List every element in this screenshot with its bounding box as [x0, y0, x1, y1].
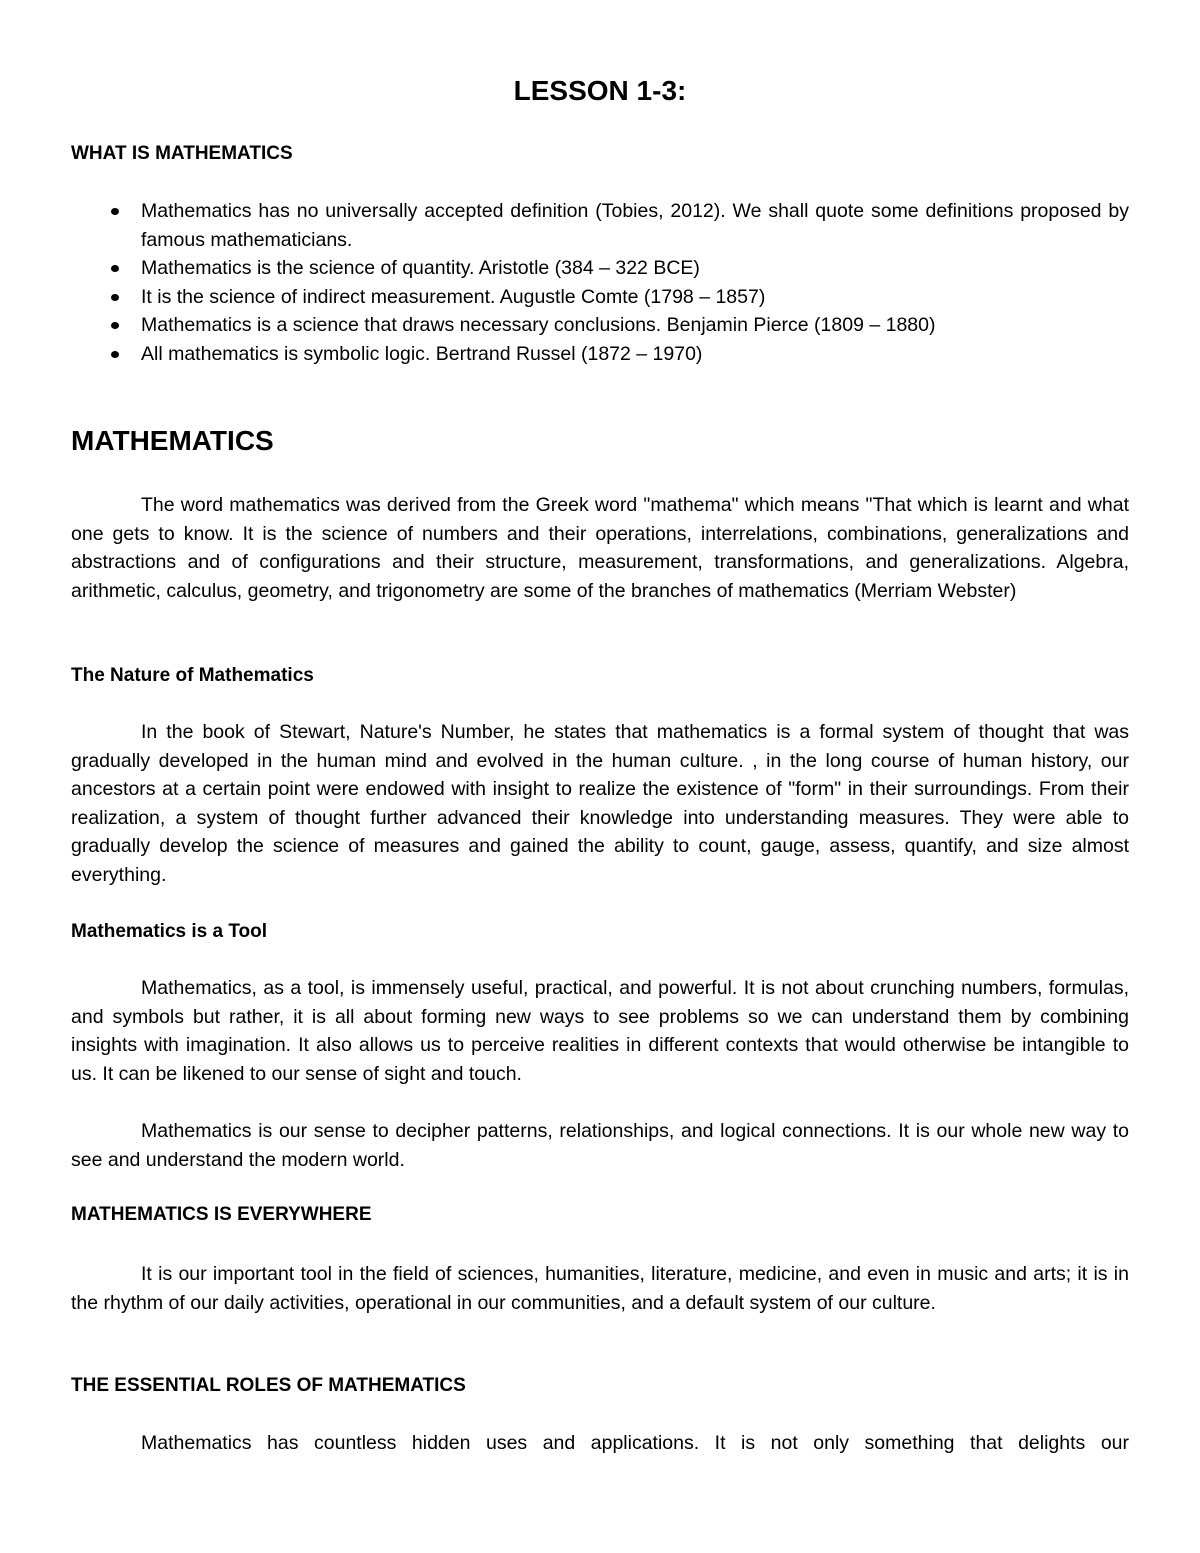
section-heading-essential-roles: THE ESSENTIAL ROLES OF MATHEMATICS — [71, 1375, 466, 1396]
list-item — [71, 340, 1129, 369]
paragraph-everywhere: It is our important tool in the field of sciences, humanities, literature, medicine, and even in music and arts; it is in the rhythm of our daily activities, operational in our communities, and a default system of our culture. — [71, 1263, 1129, 1314]
list-item — [71, 197, 1129, 254]
bullet-icon — [111, 322, 119, 329]
list-item-text: Mathematics is a science that draws necessary conclusions. Benjamin Pierce (1809 – 1880) — [141, 314, 936, 337]
section-heading-what-is-mathematics: WHAT IS MATHEMATICS — [71, 143, 293, 164]
bullet-icon — [111, 208, 119, 215]
list-item — [71, 311, 1129, 340]
section-heading-mathematics-is-a-tool: Mathematics is a Tool — [71, 921, 268, 942]
paragraph-nature-of-mathematics: In the book of Stewart, Nature's Number, he states that mathematics is a formal system of thought that was gradually developed in the human mind and evolved in the human culture. , in the long course of human history, our ancestors at a certain point were endowed with insight to realize the existence of "form" in their surroundings. From their realization, a system of thought further advanced their knowledge into understanding measures. They were able to gradually develop the science of measures and gained the ability to count, gauge, assess, quantify, and size almost everything. — [71, 721, 1129, 886]
section-heading-nature-of-mathematics: The Nature of Mathematics — [71, 665, 314, 686]
paragraph-mathematics-definition: The word mathematics was derived from the Greek word "mathema" which means "That which is learnt and what one gets to know. It is the science of numbers and their operations, interrelations, combinations, generalizations and abstractions and of configurations and their structure, measurement, transformations, and generalizations. Algebra, arithmetic, calculus, geometry, and trigonometry are some of the branches of mathematics (Merriam Webster) — [71, 494, 1129, 602]
definitions-list — [71, 197, 1129, 369]
list-item-text: Mathematics is the science of quantity. Aristotle (384 – 322 BCE) — [141, 257, 700, 280]
paragraph-essential-roles: Mathematics has countless hidden uses and applications. It is not only something that delights our — [141, 1432, 1129, 1454]
list-item — [71, 254, 1129, 283]
section-heading-mathematics: MATHEMATICS — [71, 425, 274, 456]
section-heading-mathematics-is-everywhere: MATHEMATICS IS EVERYWHERE — [71, 1204, 372, 1225]
bullet-icon — [111, 294, 119, 301]
list-item-text: All mathematics is symbolic logic. Bertrand Russel (1872 – 1970) — [141, 342, 703, 365]
list-item-text: Mathematics has no universally accepted definition (Tobies, 2012). We shall quote some definitions proposed by famous mathematicians. — [141, 200, 1129, 251]
bullet-icon — [111, 265, 119, 272]
list-item — [71, 283, 1129, 312]
lesson-title: LESSON 1-3: — [513, 75, 687, 106]
paragraph-tool-1: Mathematics, as a tool, is immensely useful, practical, and powerful. It is not about crunching numbers, formulas, and symbols but rather, it is all about forming new ways to see problems so we can understand them by combining insights with imagination. It also allows us to perceive realities in different contexts that would otherwise be intangible to us. It can be likened to our sense of sight and touch. — [71, 977, 1129, 1085]
paragraph-tool-2: Mathematics is our sense to decipher patterns, relationships, and logical connections. It is our whole new way to see and understand the modern world. — [71, 1120, 1129, 1171]
list-item-text: It is the science of indirect measurement. Augustle Comte (1798 – 1857) — [141, 285, 766, 308]
bullet-icon — [111, 351, 119, 358]
